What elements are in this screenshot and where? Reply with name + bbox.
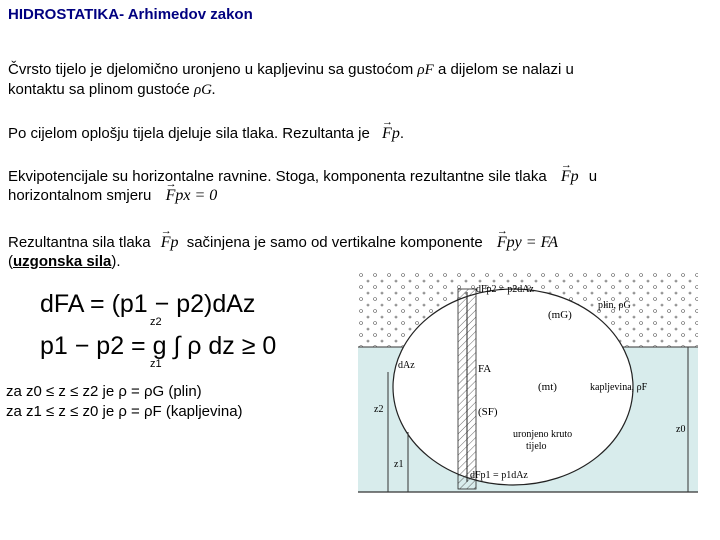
label-z0: z0 xyxy=(676,424,686,435)
p1-text: Čvrsto tijelo je djelomično uronjeno u kapljevinu sa gustoćom xyxy=(8,61,414,78)
label-z1: z1 xyxy=(394,459,404,470)
label-dfp1: dFp1 = p1dAz xyxy=(470,470,528,481)
condition-2: za z1 ≤ z ≤ z0 je ρ = ρF (kapljevina) xyxy=(6,403,243,420)
label-dfp2: dFp2 = p2dAz xyxy=(476,284,534,295)
label-plin: plin, ρG xyxy=(598,300,631,311)
vector-fp: → Fp xyxy=(161,234,179,251)
p1-text-end: a dijelom se nalazi u xyxy=(437,61,574,78)
p3-text: Ekvipotencijale su horizontalne ravnine. Stoga, komponenta rezultantne sile tlaka xyxy=(8,168,547,185)
rho-g: ρG. xyxy=(193,82,216,98)
label-mg: (mG) xyxy=(548,309,572,321)
label-daz: dAz xyxy=(398,360,415,371)
label-uronjeno-1: uronjeno kruto xyxy=(513,429,573,440)
paren-close: ). xyxy=(111,253,121,270)
paren-open: ( xyxy=(8,253,13,270)
integral-lower-limit: z1 xyxy=(150,358,162,370)
p4-text: Rezultantna sila tlaka xyxy=(8,234,151,251)
equation-2: p1 − p2 = g ∫ ρ dz ≥ 0 xyxy=(40,332,277,360)
equation-fpx: → Fpx = 0 xyxy=(166,187,218,204)
label-kapljevina: kapljevina, ρF xyxy=(590,382,648,393)
integral-upper-limit: z2 xyxy=(150,316,162,328)
label-z2: z2 xyxy=(374,404,384,415)
paragraph-2: Po cijelom oplošju tijela djeluje sila tlaka. Rezultanta je → Fp. xyxy=(8,124,404,143)
label-sf: (SF) xyxy=(478,406,498,418)
buoyancy-term: uzgonska sila xyxy=(13,253,112,270)
archimedes-diagram xyxy=(358,272,698,502)
paragraph-3 xyxy=(8,167,708,205)
paragraph-1 xyxy=(8,60,574,100)
equation-1: dFA = (p1 − p2)dAz xyxy=(40,290,256,318)
label-mt: (mt) xyxy=(538,381,557,393)
page-title: HIDROSTATIKA- Arhimedov zakon xyxy=(8,6,253,23)
paragraph-4 xyxy=(8,233,558,271)
label-fa: FA xyxy=(478,363,492,375)
vector-fp: → Fp xyxy=(382,125,400,142)
label-uronjeno-2: tijelo xyxy=(526,441,547,452)
equation-fpy: → Fpy = FA xyxy=(497,234,558,251)
p2-text: Po cijelom oplošju tijela djeluje sila tlaka. Rezultanta je xyxy=(8,125,370,142)
p4-text-b: sačinjena je samo od vertikalne komponente xyxy=(186,234,483,251)
p1-text-2: kontaktu sa plinom gustoće xyxy=(8,81,190,98)
rho-f: ρF xyxy=(417,62,434,78)
p3-u: u xyxy=(588,168,598,185)
vector-fp: → Fp xyxy=(561,168,579,185)
p3-text-2: horizontalnom smjeru xyxy=(8,187,152,204)
condition-1: za z0 ≤ z ≤ z2 je ρ = ρG (plin) xyxy=(6,383,202,400)
